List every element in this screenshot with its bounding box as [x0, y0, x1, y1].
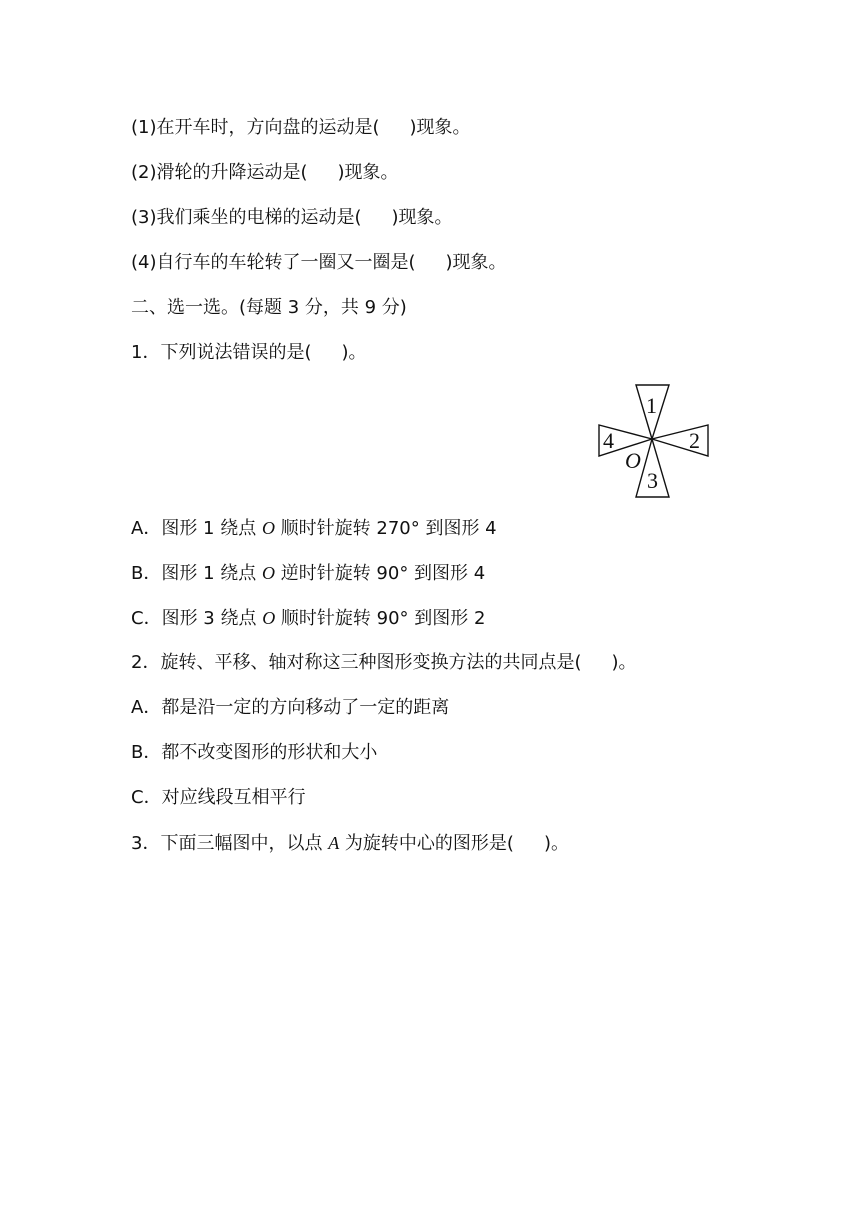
question-1-prefix: (1)在开车时，方向盘的运动是( [131, 117, 380, 138]
mc1-option-a-pre: A．图形 1 绕点 [131, 518, 262, 539]
mc3-stem-end: )。 [543, 833, 569, 854]
question-3-line [131, 206, 453, 230]
question-1-line [131, 116, 471, 140]
section-2-title: 二、选一选。(每题 3 分，共 9 分) [131, 297, 407, 318]
figure-label-3: 3 [647, 468, 658, 493]
mc1-option-c-pre: C．图形 3 绕点 [131, 608, 263, 629]
mc1-option-c-var: O [262, 608, 276, 628]
question-2-prefix: (2)滑轮的升降运动是( [131, 162, 308, 183]
mc3-stem-pre: 3．下面三幅图中，以点 [131, 833, 329, 854]
mc1-option-a[interactable] [131, 516, 497, 541]
mc3-stem-var: A [328, 833, 340, 853]
question-2-line [131, 161, 399, 185]
mc1-option-b-var: O [261, 563, 275, 583]
question-4-prefix: (4)自行车的车轮转了一圈又一圈是( [131, 252, 416, 273]
question-2-suffix: )现象。 [337, 162, 399, 183]
mc2-option-c[interactable]: C．对应线段互相平行 [131, 787, 306, 808]
mc1-option-b[interactable] [131, 561, 485, 586]
question-1-suffix: )现象。 [409, 117, 471, 138]
mc2-stem-end: )。 [611, 652, 637, 673]
question-4-line [131, 251, 507, 275]
figure-center-label: O [625, 448, 641, 473]
rotation-figure [594, 382, 714, 502]
mc1-option-c[interactable] [131, 606, 485, 631]
question-4-suffix: )现象。 [445, 252, 507, 273]
mc1-option-a-var: O [261, 518, 275, 538]
mc1-stem-line [131, 341, 367, 365]
mc3-stem-line [131, 831, 569, 856]
figure-label-2: 2 [689, 428, 700, 453]
question-3-suffix: )现象。 [391, 207, 453, 228]
mc3-stem-post: 为旋转中心的图形是( [339, 833, 514, 854]
mc1-option-c-post: 顺时针旋转 90° 到图形 2 [275, 608, 486, 629]
mc2-option-b[interactable]: B．都不改变图形的形状和大小 [131, 742, 378, 763]
figure-label-1: 1 [646, 393, 657, 418]
mc2-stem: 2．旋转、平移、轴对称这三种图形变换方法的共同点是( [131, 652, 582, 673]
mc1-option-b-pre: B．图形 1 绕点 [131, 563, 262, 584]
mc1-stem: 1．下列说法错误的是( [131, 342, 312, 363]
mc2-stem-line [131, 651, 637, 675]
mc1-option-a-post: 顺时针旋转 270° 到图形 4 [274, 518, 497, 539]
mc2-option-a[interactable]: A．都是沿一定的方向移动了一定的距离 [131, 697, 450, 718]
mc1-option-b-post: 逆时针旋转 90° 到图形 4 [274, 563, 486, 584]
mc1-stem-end: )。 [341, 342, 367, 363]
rotation-figure-svg [594, 382, 714, 502]
question-3-prefix: (3)我们乘坐的电梯的运动是( [131, 207, 362, 228]
figure-label-4: 4 [603, 428, 614, 453]
